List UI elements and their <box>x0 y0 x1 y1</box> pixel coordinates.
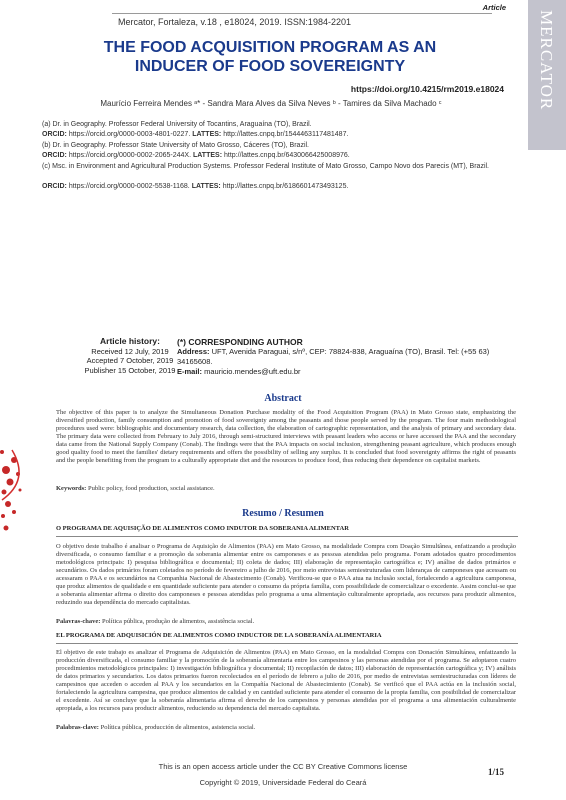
affiliation-c: (c) Msc. in Environment and Agricultural Production Systems. Professor Federal Institute of Mato Grosso, Campo Novo dos Parecis (MT), Brazil. <box>42 163 489 170</box>
license-notice: This is an open access article under the CC BY Creative Commons license <box>158 762 408 771</box>
palavras-chave-label: Palavras-chave: <box>56 618 101 625</box>
orcid-link[interactable]: https://orcid.org/0000-0002-5538-1168. <box>68 183 190 190</box>
lattes-label: LATTES: <box>193 152 223 159</box>
section-divider <box>56 536 518 537</box>
history-received: Received 12 July, 2019 <box>91 346 169 356</box>
abstract-text: The objective of this paper is to analyze the Simultaneous Donation Purchase modality of the Food Acquisition Program (PAA) in Mato Grosso state, emphasizing the diversified production, family consumption and promotion of food sovereignty among the peasants and those people served by the program. The four main methodological procedures used were: bibliographic and documentary research, data collection, the elaboration of cartographic representation, and the analysis of primary and secondary data. The primary data were collected from February to July 2016, through semi-structured interviews with peasant leaders who access or have accessed the PAA and the secondary data came from the National Supply Company (Conab). The findings were that the PAA impacts on social inclusion, strengthening peasant agriculture, which produces enough good quality food to meet the families' dietary requirements and offers the possibility of selling any surplus. It is concluded that food sovereignty affirms the right of peasants and the people benefiting from the program to a culturally appropriate diet and the resources to produce food, thus reducing their dependence on capitalist markets. <box>56 409 516 464</box>
doi-link[interactable]: https://doi.org/10.4215/rm2019.e18024 <box>350 84 504 94</box>
orcid-label: ORCID: <box>42 183 67 190</box>
spanish-keywords <box>56 724 255 731</box>
address-label: Address: <box>177 347 210 356</box>
author-list: Maurício Ferreira Mendes ᵃ* - Sandra Mara Alves da Silva Neves ᵇ - Tamires da Silva Machado ᶜ <box>100 99 442 108</box>
abstract-heading: Abstract <box>264 393 302 404</box>
lattes-link[interactable]: http://lattes.cnpq.br/6186601473493125. <box>222 183 349 190</box>
history-accepted: Accepted 7 October, 2019 <box>86 356 174 365</box>
history-heading: Article history: <box>100 336 160 346</box>
corresponding-author <box>177 337 517 377</box>
address-value: UFT, Avenida Paraguai, s/nº, CEP: 78824-838, Araguaína (TO), Brasil. Tel: (+55 63) 34165608. <box>177 347 490 366</box>
corresponding-email <box>177 367 517 377</box>
orcid-link[interactable]: https://orcid.org/0000-0003-4801-0227. <box>68 131 191 138</box>
journal-line: Mercator, Fortaleza, v.18 , e18024, 2019. ISSN:1984-2201 <box>118 17 351 27</box>
title-line-1: THE FOOD ACQUISITION PROGRAM AS AN <box>103 39 437 56</box>
spanish-abstract: El objetivo de este trabajo es analizar el Programa de Adquisición de Alimentos (PAA) en Mato Grosso, en la modalidad Compra con Donación Simultánea, enfatizando la producción diversificada, el consumo familiar y la promoción de la soberanía alimentaria entre los campesinos y las personas atendidas por el programa. Se adoptaron cuatro procedimientos metodológicos principales: I) investigación bibliográfica y documental; II) recopilación de datos; III) elaboración de representación cartográfica y; IV) análisis de datos primarios y secundarios. Los datos primarios fueron recolectados en el período de febrero a julio de 2016, por medio de entrevistas semiestructuradas con líderes de campesinos que acceden o acceden al PAA y los secundarios en la Compañía Nacional de Abastecimiento (Conab). Se verificó que el PAA actúa en la inclusión social, fortaleciendo la agricultura campesina, que produce alimentos de calidad y en cantidad suficiente para atender el consumo de la propia familia, con posibilidad de comercializar el excedente. Así se concluye que la soberanía alimentaria afirma el derecho de los campesinos y personas atendidas por el programa a una alimentación culturalmente apropiada, a los recursos para producir alimentos, reduciendo su dependencia del mercado capitalista. <box>56 649 516 712</box>
history-published: Publisher 15 October, 2019 <box>84 365 176 375</box>
email-label: E-mail: <box>177 367 203 376</box>
affiliation-a: (a) Dr. in Geography. Professor Federal University of Tocantins, Araguaína (TO), Brazil. <box>42 121 312 128</box>
affiliation-a-ids <box>42 130 348 139</box>
portuguese-abstract: O objetivo deste trabalho é analisar o Programa de Aquisição de Alimentos (PAA) em Mato Grosso, na modalidade Compra com Doação Simultânea, enfatizando a produção diversificada, o consumo familiar e a promoção da soberania alimentar entre os camponeses e as pessoas atendidas pelo programa. Foram adotados quatro procedimentos metodológicos principais: I) pesquisa bibliográfica e documental; II) coleta de dados; III) elaboração de representação cartográfica e; IV) análise de dados primários e secundários. Os dados primários foram coletados no período de fevereiro a julho de 2016, por meio entrevistas semiestruturadas com lideranças de camponeses que acessam ou acessaram o PAA e os secundários na Companhia Nacional de Abastecimento (Conab). Verificou-se que o PAA atua na inclusão social, fortalecendo a agricultura camponesa, que produz alimentos de qualidade e em quantidade suficiente para atender o consumo da própria família, com possibilidade de comercializar o excedente. Assim conclui-se que a soberania alimentar afirma o direito dos camponeses e pessoas atendidas pelo programa a uma alimentação culturalmente apropriada, aos recursos para produzir alimentos, reduzindo sua dependência do mercado capitalistas. <box>56 543 516 606</box>
orcid-label: ORCID: <box>42 131 67 138</box>
palabras-clave-label: Palabras-clave: <box>56 724 99 731</box>
portuguese-keywords <box>56 618 254 625</box>
orcid-label: ORCID: <box>42 152 67 159</box>
affiliation-b-ids <box>42 151 350 160</box>
corresponding-heading: (*) CORRESPONDING AUTHOR <box>177 337 303 347</box>
article-title <box>40 38 500 76</box>
email-link[interactable]: mauricio.mendes@uft.edu.br <box>204 367 301 376</box>
journal-brand-banner <box>528 0 566 150</box>
title-line-2: INDUCER OF FOOD SOVEREIGNTY <box>134 58 406 75</box>
lattes-link[interactable]: http://lattes.cnpq.br/6430066425008976. <box>224 152 350 159</box>
lattes-label: LATTES: <box>192 131 222 138</box>
journal-logo-text: MERCATOR <box>537 10 556 111</box>
palavras-chave-value: Política pública, produção de alimentos, assistência social. <box>102 618 255 625</box>
page-number: 1/15 <box>487 767 504 777</box>
palabras-clave-value: Política pública, producción de alimentos, asistencia social. <box>100 724 256 731</box>
resumo-heading: Resumo / Resumen <box>242 508 324 519</box>
orcid-link[interactable]: https://orcid.org/0000-0002-2065-244X. <box>68 152 192 159</box>
affiliation-c-ids <box>42 182 348 191</box>
copyright-notice: Copyright © 2019, Universidade Federal do Ceará <box>199 778 367 787</box>
article-tag: Article <box>482 3 506 12</box>
abstract-keywords <box>56 485 215 492</box>
keywords-label: Keywords: <box>56 485 87 492</box>
spanish-title: EL PROGRAMA DE ADQUISICIÓN DE ALIMENTOS COMO INDUCTOR DE LA SOBERANÍA ALIMENTARIA <box>56 632 382 639</box>
article-history <box>72 337 188 375</box>
keywords-value: Public policy, food production, social assistance. <box>87 485 215 492</box>
portuguese-title: O PROGRAMA DE AQUISIÇÃO DE ALIMENTOS COMO INDUTOR DA SOBERANIA ALIMENTAR <box>56 525 349 532</box>
lattes-label: LATTES: <box>191 183 221 190</box>
section-divider <box>56 643 518 644</box>
affiliation-b: (b) Dr. in Geography. Professor State University of Mato Grosso, Cáceres (TO), Brazil. <box>42 142 309 149</box>
corresponding-address <box>177 347 517 367</box>
header-rule <box>112 13 492 14</box>
lattes-link[interactable]: http://lattes.cnpq.br/1544463117481487. <box>223 131 349 138</box>
